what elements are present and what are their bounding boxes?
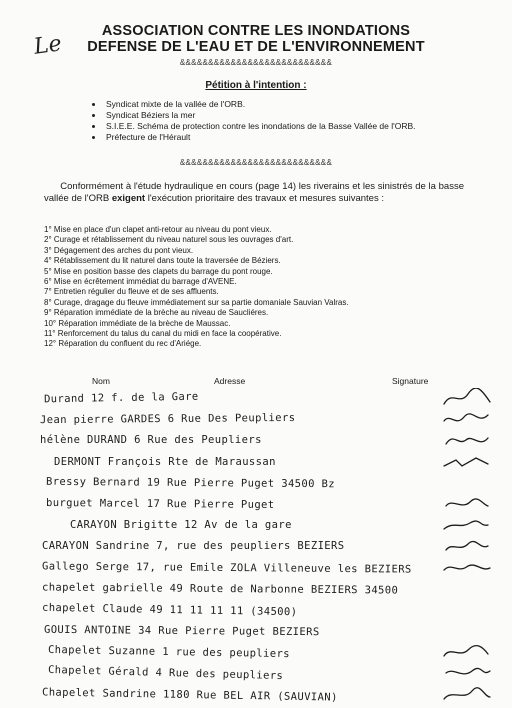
signatory-entry: Durand 12 f. de la Gare [43,390,199,406]
signatory-entry: Gallego Serge 17, rue Emile ZOLA Villeneuve les BEZIERS [41,559,412,576]
signature-scribble [442,388,492,408]
signatory-row [40,663,510,684]
signatory-row [40,515,510,536]
signature-scribble [442,685,492,705]
signature-scribble [442,558,492,578]
header-separator: &&&&&&&&&&&&&&&&&&&&&&&&&&& [179,58,333,67]
measure-item: 8° Curage, dragage du fleuve immédiatement sur sa partie domaniale Sauvian Valras. [44,297,349,307]
signatory-entry: hélène DURAND 6 Rue des Peupliers [40,434,262,447]
recipient-item: Syndicat mixte de la vallée de l'ORB. [92,99,416,110]
recipient-item: Préfecture de l'Hérault [92,132,416,143]
intro-text-end: l'exécution prioritaire des travaux et mesures suivantes : [145,192,384,204]
measure-item: 1° Mise en place d'un clapet anti-retour au niveau du pont vieux. [44,225,272,234]
recipient-list [92,99,416,143]
signatory-row [40,579,510,600]
signatory-entry: chapelet gabrielle 49 Route de Narbonne BEZIERS 34500 [41,581,399,597]
signatory-entry: DERMONT François Rte de Maraussan [54,455,276,468]
measure-item: 4° Rétablissement du lit naturel dans toute la traversée de Béziers. [44,256,281,266]
section-separator: &&&&&&&&&&&&&&&&&&&&&&&&&&& [179,158,333,167]
signatory-entry: burguet Marcel 17 Rue Pierre Puget [45,496,275,511]
column-header-name: Nom [92,376,110,386]
column-header-signature: Signature [392,376,429,386]
signatory-row [40,452,510,473]
signature-scribble [442,536,492,556]
measure-item: 6° Mise en écrêtement immédiat du barrage d'AVENE. [44,277,237,287]
signatory-row [40,621,510,642]
signatory-entry: Chapelet Sandrine 1180 Rue BEL AIR (SAUVIAN) [41,686,338,704]
measure-item: 2° Curage et rétablissement du niveau naturel sous les ouvrages d'art. [44,235,294,245]
signature-scribble [442,663,492,683]
signature-scribble [442,452,492,472]
measure-item: 7° Entretien régulier du fleuve et de ses affluents. [44,287,219,297]
signatory-row [40,642,510,663]
signature-scribble [442,430,492,450]
signatory-row [40,473,510,494]
association-title: ASSOCIATION CONTRE LES INONDATIONS [101,23,411,39]
signatory-row [40,600,510,621]
signatory-row [40,685,510,706]
signatory-row [40,388,510,409]
signatory-entry: Chapelet Gérald 4 Rue des peupliers [47,664,284,683]
margin-handwritten-mark: Le [32,31,64,60]
measure-item: 3° Dégagement des arches du pont vieux. [44,245,194,255]
signatory-entry: Chapelet Suzanne 1 rue des peupliers [47,644,291,661]
recipient-item: S.I.E.E. Schéma de protection contre les inondations de la Basse Vallée de l'ORB. [92,121,416,132]
signatory-row [40,536,510,557]
measures-list [44,225,349,350]
signatory-row [40,494,510,515]
petition-intro [44,181,464,204]
column-header-address: Adresse [214,376,246,386]
intro-emphasis: exigent [111,192,146,204]
association-subtitle: DEFENSE DE L'EAU ET DE L'ENVIRONNEMENT [87,39,425,55]
signatory-row [40,430,510,451]
measure-item: 11° Renforcement du talus du canal du midi en face la coopérative. [44,329,282,339]
signatory-entry: Jean pierre GARDES 6 Rue Des Peupliers [39,412,296,427]
measure-item: 5° Mise en position basse des clapets du barrage du pont rouge. [44,266,273,276]
signatory-entry: GOUIS ANTOINE 34 Rue Pierre Puget BEZIERS [43,623,320,639]
measure-item: 10° Réparation immédiate de la brèche de Maussac. [44,318,231,328]
signatory-list [40,388,510,706]
signature-scribble [442,494,492,514]
signature-scribble [442,409,492,429]
measure-item: 9° Réparation immédiate de la brèche au niveau de Saucliéres. [44,308,269,318]
signatory-entry: CARAYON Sandrine 7, rue des peupliers BEZIERS [42,540,345,553]
recipient-item: Syndicat Béziers la mer [92,110,416,121]
signature-scribble [442,642,492,662]
signatory-entry: Bressy Bernard 19 Rue Pierre Puget 34500 Bz [45,475,336,491]
signature-scribble [442,515,492,535]
signatory-entry: CARAYON Brigitte 12 Av de la gare [70,519,292,532]
measure-item: 12° Réparation du confluent du rec d'Ariége. [44,339,202,349]
petition-title: Pétition à l'intention : [205,80,307,91]
signatory-row [40,558,510,579]
signatory-entry: chapelet Claude 49 11 11 11 11 (34500) [41,601,298,619]
signatory-row [40,409,510,430]
intro-text: Conformément à l'étude hydraulique en cours (page 14) les riverains et les sinistrés de la basse vallée de l'ORB [44,181,464,204]
